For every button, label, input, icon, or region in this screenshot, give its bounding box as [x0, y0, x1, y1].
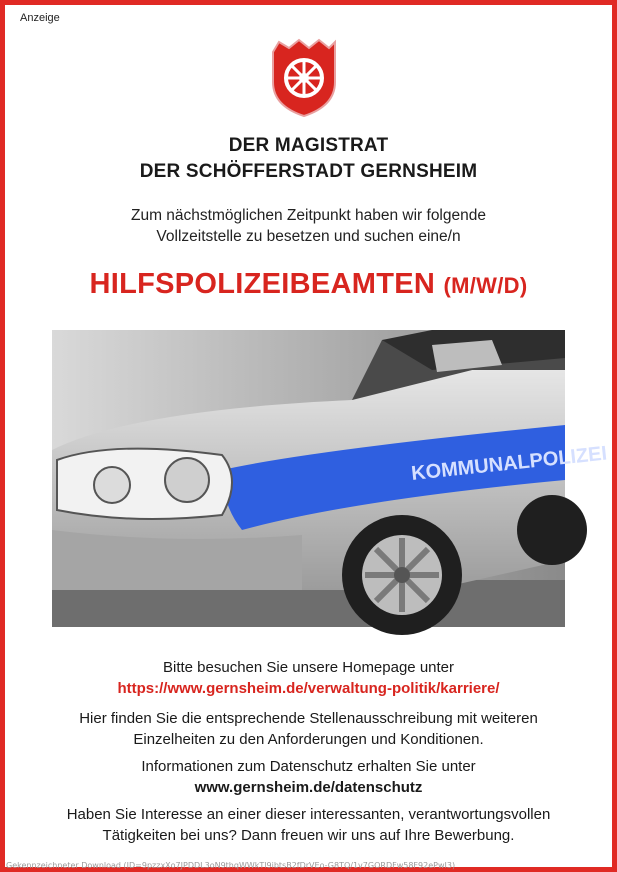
closing-line-1: Haben Sie Interesse an einer dieser interessanten, verantwortungsvollen	[66, 806, 551, 823]
header-line-1: DER MAGISTRAT	[228, 135, 389, 156]
job-title	[0, 268, 617, 301]
details-block	[0, 709, 617, 750]
ad-label: Anzeige	[20, 12, 60, 24]
privacy-url-link[interactable]: www.gernsheim.de/datenschutz	[194, 778, 423, 796]
download-watermark: Gekennzeichneter Download (ID=9pzzxXo7JPDDL3oN9thqWWkTl9ibtsB2fDrVEo-G8TQ/1v7GORDFw58F92ePwI3)	[6, 861, 456, 870]
job-title-suffix: (M/W/D)	[443, 273, 528, 298]
car-lettering: KOMMUNALPOLIZEI	[410, 442, 609, 485]
police-car-photo	[52, 330, 609, 627]
header-line-2: DER SCHÖFFERSTADT GERNSHEIM	[139, 161, 478, 182]
closing-block	[0, 805, 617, 846]
details-line-1: Hier finden Sie die entsprechende Stellenausschreibung mit weiteren	[79, 710, 538, 727]
coat-of-arms-icon	[269, 38, 339, 118]
intro-line-1: Zum nächstmöglichen Zeitpunkt haben wir folgende	[131, 207, 486, 224]
homepage-block	[0, 658, 617, 699]
intro-text	[0, 205, 617, 247]
career-url-link[interactable]: https://www.gernsheim.de/verwaltung-politik/karriere/	[117, 679, 500, 697]
job-title-main: HILFSPOLIZEIBEAMTEN	[89, 268, 436, 300]
privacy-block	[0, 757, 617, 798]
closing-line-2: Tätigkeiten bei uns? Dann freuen wir uns auf Ihre Bewerbung.	[102, 826, 515, 844]
homepage-prompt: Bitte besuchen Sie unsere Homepage unter	[162, 659, 455, 676]
details-line-2: Einzelheiten zu den Anforderungen und Konditionen.	[133, 730, 484, 748]
intro-line-2: Vollzeitstelle zu besetzen und suchen eine/n	[156, 228, 461, 245]
privacy-prompt: Informationen zum Datenschutz erhalten Sie unter	[141, 758, 476, 775]
